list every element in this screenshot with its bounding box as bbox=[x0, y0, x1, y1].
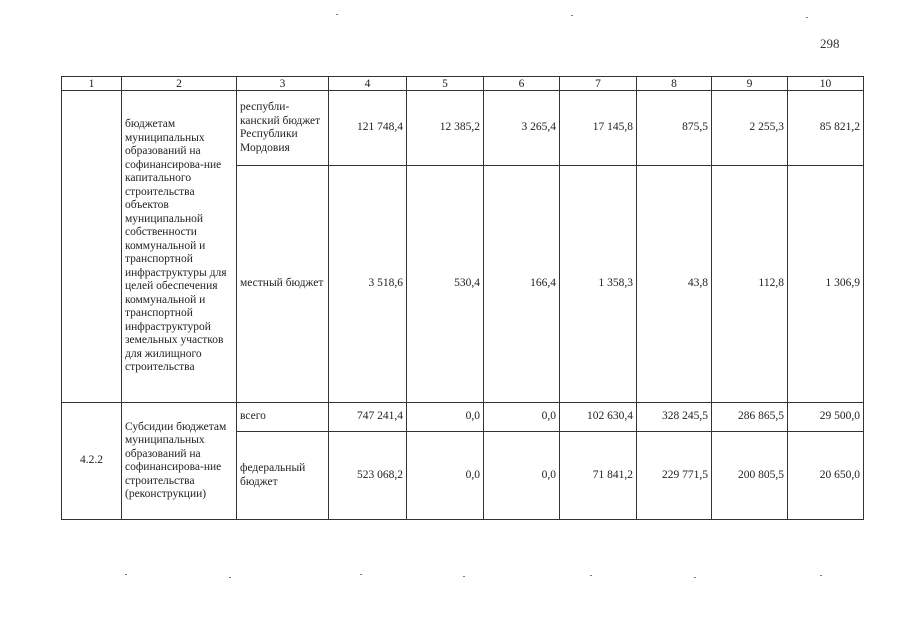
value-cell: 0,0 bbox=[407, 403, 484, 432]
table-row bbox=[62, 91, 864, 166]
column-header: 9 bbox=[712, 77, 788, 91]
value-cell: 0,0 bbox=[484, 432, 560, 520]
value-cell: 0,0 bbox=[407, 432, 484, 520]
row-code-cell: 4.2.2 bbox=[62, 403, 122, 520]
value-cell: 1 358,3 bbox=[560, 166, 637, 403]
value-cell: 43,8 bbox=[637, 166, 712, 403]
value-cell: 286 865,5 bbox=[712, 403, 788, 432]
value-cell: 747 241,4 bbox=[329, 403, 407, 432]
column-header: 10 bbox=[788, 77, 864, 91]
column-header: 3 bbox=[237, 77, 329, 91]
table-header-row bbox=[62, 77, 864, 91]
value-cell: 328 245,5 bbox=[637, 403, 712, 432]
table-row bbox=[62, 403, 864, 432]
value-cell: 200 805,5 bbox=[712, 432, 788, 520]
value-cell: 71 841,2 bbox=[560, 432, 637, 520]
column-header: 8 bbox=[637, 77, 712, 91]
column-header: 7 bbox=[560, 77, 637, 91]
value-cell: 523 068,2 bbox=[329, 432, 407, 520]
value-cell: 166,4 bbox=[484, 166, 560, 403]
column-header: 4 bbox=[329, 77, 407, 91]
value-cell: 3 265,4 bbox=[484, 91, 560, 166]
row-description-cell: бюджетам муниципальных образований на софинансирова-ние капитального строительства объектов муниципальной собственности коммунальной и транспортной инфраструктуры для целей обеспечения коммунальной и транспортной инфраструктурой земельных участков для жилищного строительства bbox=[122, 91, 237, 403]
value-cell: 2 255,3 bbox=[712, 91, 788, 166]
value-cell: 3 518,6 bbox=[329, 166, 407, 403]
funding-source-cell: федеральный бюджет bbox=[237, 432, 329, 520]
funding-source-cell: республи-канский бюджет Республики Мордовия bbox=[237, 91, 329, 166]
value-cell: 112,8 bbox=[712, 166, 788, 403]
funding-source-cell: местный бюджет bbox=[237, 166, 329, 403]
column-header: 2 bbox=[122, 77, 237, 91]
value-cell: 530,4 bbox=[407, 166, 484, 403]
column-header: 1 bbox=[62, 77, 122, 91]
row-description-cell: Субсидии бюджетам муниципальных образований на софинансирова-ние строительства (реконструкции) bbox=[122, 403, 237, 520]
value-cell: 85 821,2 bbox=[788, 91, 864, 166]
column-header: 6 bbox=[484, 77, 560, 91]
value-cell: 229 771,5 bbox=[637, 432, 712, 520]
value-cell: 875,5 bbox=[637, 91, 712, 166]
page-number: 298 bbox=[820, 36, 840, 51]
value-cell: 1 306,9 bbox=[788, 166, 864, 403]
column-header: 5 bbox=[407, 77, 484, 91]
value-cell: 29 500,0 bbox=[788, 403, 864, 432]
value-cell: 17 145,8 bbox=[560, 91, 637, 166]
value-cell: 0,0 bbox=[484, 403, 560, 432]
funding-source-cell: всего bbox=[237, 403, 329, 432]
value-cell: 20 650,0 bbox=[788, 432, 864, 520]
row-code-cell bbox=[62, 91, 122, 403]
value-cell: 12 385,2 bbox=[407, 91, 484, 166]
value-cell: 102 630,4 bbox=[560, 403, 637, 432]
budget-table bbox=[61, 76, 864, 520]
value-cell: 121 748,4 bbox=[329, 91, 407, 166]
